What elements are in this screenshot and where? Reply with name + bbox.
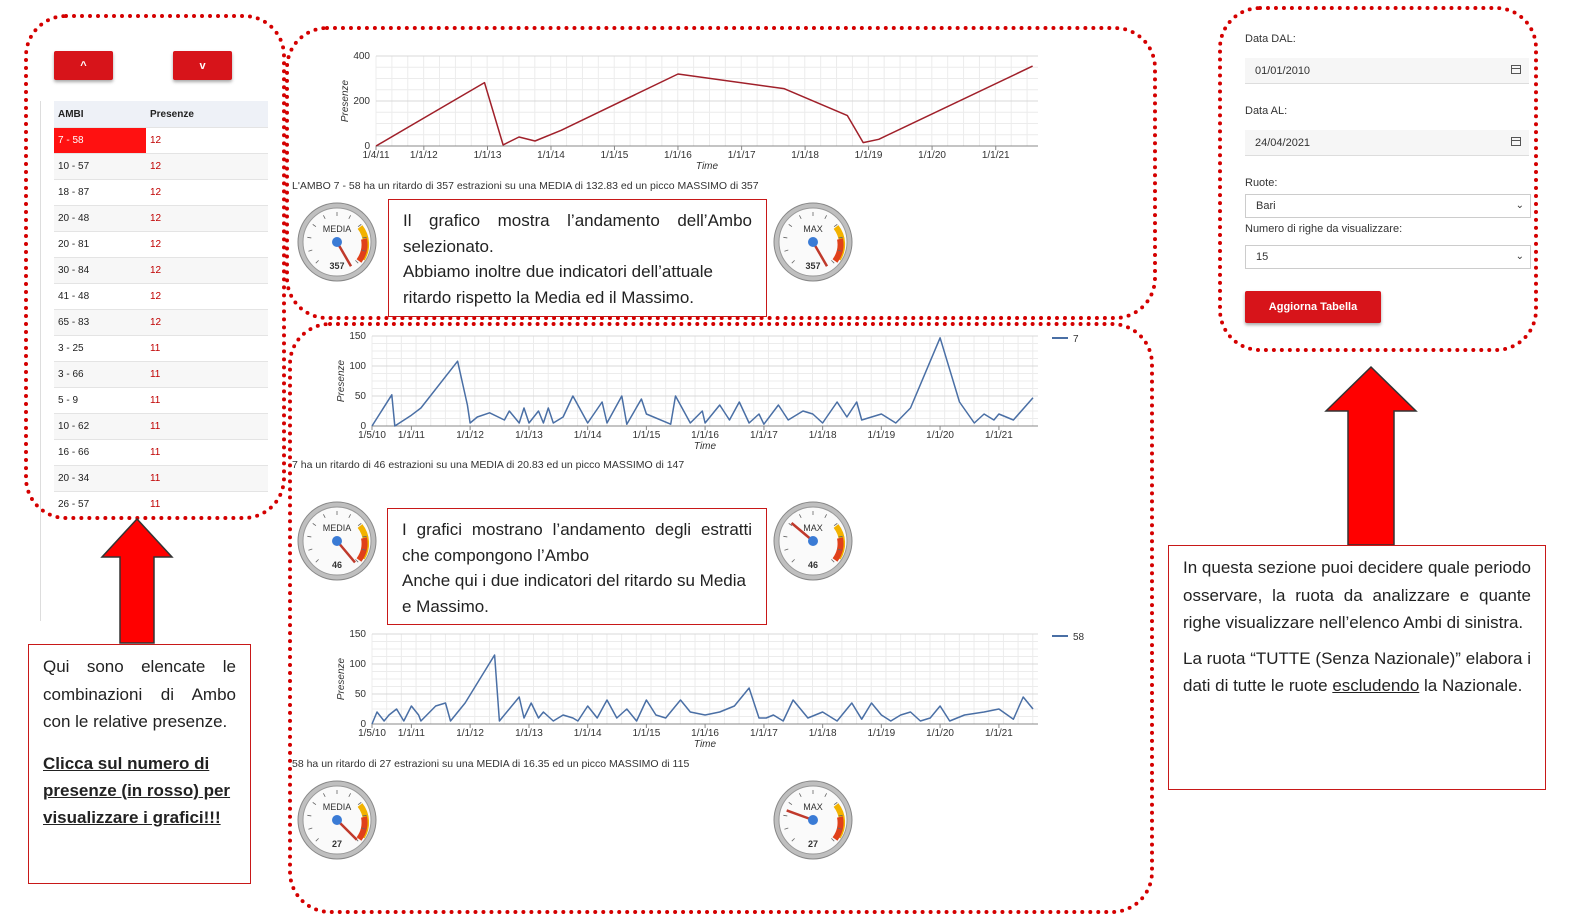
ambo-cell: 18 - 87 bbox=[54, 180, 146, 206]
presenze-link[interactable]: 12 bbox=[146, 180, 268, 206]
table-row[interactable] bbox=[54, 128, 268, 154]
y-tick-label: 100 bbox=[349, 361, 366, 372]
data-al-label: Data AL: bbox=[1245, 105, 1288, 117]
x-tick-label: 1/1/18 bbox=[808, 728, 837, 739]
gauge-value: 46 bbox=[807, 560, 819, 570]
caption-ambo: L'AMBO 7 - 58 ha un ritardo di 357 estrazioni su una MEDIA di 132.83 ed un picco MASSIMO di 357 bbox=[292, 180, 759, 192]
gauge-estratto1-media bbox=[296, 500, 378, 587]
y-tick-label: 0 bbox=[360, 421, 366, 432]
x-tick-label: 1/1/18 bbox=[808, 430, 837, 441]
note-left-text: Qui sono elencate le combinazioni di Ambo con le relative presenze. bbox=[43, 657, 236, 731]
gauge-value: 27 bbox=[807, 839, 819, 849]
caption-estratto-2: 58 ha un ritardo di 27 estrazioni su una MEDIA di 16.35 ed un picco MASSIMO di 115 bbox=[292, 758, 690, 770]
presenze-link[interactable]: 11 bbox=[146, 440, 268, 466]
note-chart-estratti-line2: Anche qui i due indicatori del ritardo su Media e Massimo. bbox=[402, 571, 746, 616]
legend-label: 7 bbox=[1073, 334, 1079, 345]
gauge-estratto2-media bbox=[296, 779, 378, 866]
gauge-label: MEDIA bbox=[322, 224, 352, 234]
y-tick-label: 50 bbox=[354, 391, 366, 402]
x-tick-label: 1/1/15 bbox=[600, 150, 629, 161]
y-axis-label: Presenze bbox=[336, 359, 347, 403]
ambo-cell: 20 - 81 bbox=[54, 232, 146, 258]
ambo-cell: 10 - 57 bbox=[54, 154, 146, 180]
gauge-value: 46 bbox=[331, 560, 343, 570]
presenze-link[interactable]: 11 bbox=[146, 362, 268, 388]
presenze-link[interactable]: 12 bbox=[146, 232, 268, 258]
note-right-text-2 bbox=[1183, 645, 1531, 700]
note-right-text-2-post: la Nazionale. bbox=[1419, 676, 1523, 695]
gauge-label: MEDIA bbox=[322, 523, 352, 533]
table-row[interactable] bbox=[54, 284, 268, 310]
presenze-link[interactable]: 11 bbox=[146, 388, 268, 414]
series-line bbox=[372, 655, 1033, 724]
ambo-cell: 3 - 25 bbox=[54, 336, 146, 362]
ambo-cell: 20 - 34 bbox=[54, 466, 146, 492]
y-tick-label: 0 bbox=[364, 141, 370, 152]
table-row[interactable] bbox=[54, 258, 268, 284]
chart-estratto-1 bbox=[310, 330, 1100, 455]
note-chart-ambo-line2: Abbiamo inoltre due indicatori dell’attuale ritardo rispetto la Media ed il Massimo. bbox=[403, 262, 713, 307]
table-left-border bbox=[40, 101, 41, 621]
y-tick-label: 0 bbox=[360, 719, 366, 730]
righe-value: 15 bbox=[1256, 251, 1269, 263]
chart-ambo bbox=[310, 46, 1050, 176]
x-tick-label: 1/1/20 bbox=[918, 150, 946, 161]
ambo-cell: 20 - 48 bbox=[54, 206, 146, 232]
ambo-cell: 3 - 66 bbox=[54, 362, 146, 388]
x-tick-label: 1/1/12 bbox=[456, 430, 485, 441]
y-axis-label: Presenze bbox=[336, 657, 347, 701]
presenze-link[interactable]: 12 bbox=[146, 258, 268, 284]
x-axis-label: Time bbox=[693, 739, 717, 750]
righe-select[interactable] bbox=[1245, 245, 1531, 269]
gauge-estratto1-max bbox=[772, 500, 854, 587]
y-tick-label: 100 bbox=[349, 659, 366, 670]
table-header-row bbox=[54, 101, 268, 128]
chevron-down-icon: ⌄ bbox=[1515, 251, 1524, 262]
table-row[interactable] bbox=[54, 362, 268, 388]
x-tick-label: 1/1/21 bbox=[981, 150, 1010, 161]
data-al-field[interactable] bbox=[1245, 130, 1529, 156]
column-header-ambi: AMBI bbox=[54, 101, 146, 128]
x-tick-label: 1/1/16 bbox=[691, 430, 719, 441]
x-tick-label: 1/1/21 bbox=[985, 430, 1013, 441]
note-left bbox=[28, 644, 251, 884]
x-tick-label: 1/5/10 bbox=[358, 728, 386, 739]
table-row[interactable] bbox=[54, 336, 268, 362]
scroll-up-button[interactable]: ^ bbox=[54, 51, 113, 80]
presenze-link[interactable]: 12 bbox=[146, 310, 268, 336]
x-tick-label: 1/1/14 bbox=[537, 150, 565, 161]
presenze-link[interactable]: 11 bbox=[146, 414, 268, 440]
x-tick-label: 1/1/20 bbox=[926, 430, 954, 441]
ambo-cell: 30 - 84 bbox=[54, 258, 146, 284]
legend-label: 58 bbox=[1073, 632, 1085, 643]
x-tick-label: 1/1/17 bbox=[727, 150, 756, 161]
ruote-label: Ruote: bbox=[1245, 177, 1278, 189]
note-chart-ambo-line1: Il grafico mostra l’andamento dell’Ambo selezionato. bbox=[403, 211, 752, 256]
table-row[interactable] bbox=[54, 466, 268, 492]
column-header-presenze: Presenze bbox=[146, 101, 268, 128]
ambo-cell: 26 - 57 bbox=[54, 492, 146, 518]
x-tick-label: 1/1/13 bbox=[515, 430, 543, 441]
aggiorna-tabella-button[interactable]: Aggiorna Tabella bbox=[1245, 291, 1381, 323]
x-tick-label: 1/1/16 bbox=[691, 728, 719, 739]
y-tick-label: 400 bbox=[353, 51, 370, 62]
gauge-value: 357 bbox=[805, 261, 821, 271]
gauge-value: 357 bbox=[329, 261, 345, 271]
ambo-cell: 7 - 58 bbox=[54, 128, 146, 154]
x-tick-label: 1/1/20 bbox=[926, 728, 954, 739]
y-tick-label: 50 bbox=[354, 689, 366, 700]
x-tick-label: 1/1/17 bbox=[750, 430, 778, 441]
ruote-value: Bari bbox=[1256, 200, 1276, 212]
x-tick-label: 1/1/19 bbox=[854, 150, 883, 161]
x-tick-label: 1/1/15 bbox=[632, 430, 661, 441]
chevron-down-icon: ⌄ bbox=[1515, 200, 1524, 211]
presenze-link[interactable]: 12 bbox=[146, 154, 268, 180]
ambo-cell: 10 - 62 bbox=[54, 414, 146, 440]
x-tick-label: 1/1/12 bbox=[456, 728, 485, 739]
x-tick-label: 1/1/14 bbox=[573, 728, 602, 739]
y-tick-label: 200 bbox=[353, 96, 370, 107]
x-tick-label: 1/1/11 bbox=[397, 430, 425, 441]
table-row[interactable] bbox=[54, 154, 268, 180]
arrow-up-left bbox=[100, 517, 174, 645]
caption-estratto-1: 7 ha un ritardo di 46 estrazioni su una MEDIA di 20.83 ed un picco MASSIMO di 147 bbox=[292, 459, 685, 471]
ruote-select[interactable] bbox=[1245, 194, 1531, 218]
arrow-up-right bbox=[1324, 365, 1418, 547]
x-tick-label: 1/1/18 bbox=[791, 150, 820, 161]
x-tick-label: 1/4/11 bbox=[362, 150, 390, 161]
calendar-icon[interactable] bbox=[1511, 65, 1521, 74]
presenze-link[interactable]: 11 bbox=[146, 492, 268, 518]
righe-label: Numero di righe da visualizzare: bbox=[1245, 223, 1403, 235]
gauge-label: MAX bbox=[803, 224, 823, 234]
y-tick-label: 150 bbox=[349, 629, 366, 640]
table-row[interactable] bbox=[54, 310, 268, 336]
calendar-icon[interactable] bbox=[1511, 137, 1521, 146]
y-tick-label: 150 bbox=[349, 331, 366, 342]
table-row[interactable] bbox=[54, 388, 268, 414]
table-row[interactable] bbox=[54, 206, 268, 232]
y-axis-label: Presenze bbox=[340, 79, 351, 123]
chart-estratto-2 bbox=[310, 626, 1100, 754]
data-dal-value: 01/01/2010 bbox=[1255, 64, 1311, 77]
note-right-text-2-pre: La ruota “TUTTE (Senza Nazionale)” elabora i dati di tutte le ruote bbox=[1183, 648, 1531, 695]
note-left-bold: Clicca sul numero di presenze (in rosso) per visualizzare i grafici!!! bbox=[43, 753, 231, 827]
ambo-cell: 65 - 83 bbox=[54, 310, 146, 336]
ambo-cell: 41 - 48 bbox=[54, 284, 146, 310]
gauge-label: MAX bbox=[803, 802, 823, 812]
presenze-link[interactable]: 12 bbox=[146, 284, 268, 310]
gauge-value: 27 bbox=[331, 839, 343, 849]
table-row[interactable] bbox=[54, 232, 268, 258]
presenze-link[interactable]: 12 bbox=[146, 206, 268, 232]
note-chart-ambo bbox=[388, 199, 767, 317]
gauge-ambo-media bbox=[296, 201, 378, 288]
ambo-cell: 16 - 66 bbox=[54, 440, 146, 466]
table-row[interactable] bbox=[54, 180, 268, 206]
x-tick-label: 1/1/12 bbox=[409, 150, 438, 161]
note-chart-estratti-line1: I grafici mostrano l’andamento degli estratti che compongono l’Ambo bbox=[402, 520, 752, 565]
x-tick-label: 1/1/16 bbox=[664, 150, 692, 161]
x-tick-label: 1/1/13 bbox=[515, 728, 543, 739]
scroll-down-button[interactable]: v bbox=[173, 51, 232, 80]
ambo-cell: 5 - 9 bbox=[54, 388, 146, 414]
table-row[interactable] bbox=[54, 440, 268, 466]
x-tick-label: 1/1/11 bbox=[397, 728, 425, 739]
presenze-link[interactable]: 12 bbox=[146, 128, 268, 154]
x-tick-label: 1/1/19 bbox=[867, 430, 896, 441]
x-axis-label: Time bbox=[693, 441, 717, 452]
x-tick-label: 1/1/21 bbox=[985, 728, 1013, 739]
x-tick-label: 1/1/14 bbox=[573, 430, 602, 441]
x-tick-label: 1/1/13 bbox=[473, 150, 502, 161]
gauge-label: MAX bbox=[803, 523, 823, 533]
data-al-value: 24/04/2021 bbox=[1255, 136, 1311, 149]
ambi-table bbox=[54, 101, 268, 517]
note-right-text-2-underline: escludendo bbox=[1332, 676, 1420, 695]
table-row[interactable] bbox=[54, 492, 268, 518]
presenze-link[interactable]: 11 bbox=[146, 466, 268, 492]
x-axis-label: Time bbox=[695, 161, 719, 172]
gauge-ambo-max bbox=[772, 201, 854, 288]
note-chart-estratti bbox=[387, 508, 767, 625]
data-dal-label: Data DAL: bbox=[1245, 33, 1296, 45]
note-right-text-1: In questa sezione puoi decidere quale periodo osservare, la ruota da analizzare e quante righe visualizzare nell’elenco Ambi di sinistra. bbox=[1183, 558, 1531, 632]
gauge-estratto2-max bbox=[772, 779, 854, 866]
data-dal-field[interactable] bbox=[1245, 58, 1529, 84]
x-tick-label: 1/1/15 bbox=[632, 728, 661, 739]
gauge-label: MEDIA bbox=[322, 802, 352, 812]
table-row[interactable] bbox=[54, 414, 268, 440]
presenze-link[interactable]: 11 bbox=[146, 336, 268, 362]
x-tick-label: 1/5/10 bbox=[358, 430, 386, 441]
x-tick-label: 1/1/19 bbox=[867, 728, 896, 739]
x-tick-label: 1/1/17 bbox=[750, 728, 778, 739]
note-right bbox=[1168, 545, 1546, 790]
